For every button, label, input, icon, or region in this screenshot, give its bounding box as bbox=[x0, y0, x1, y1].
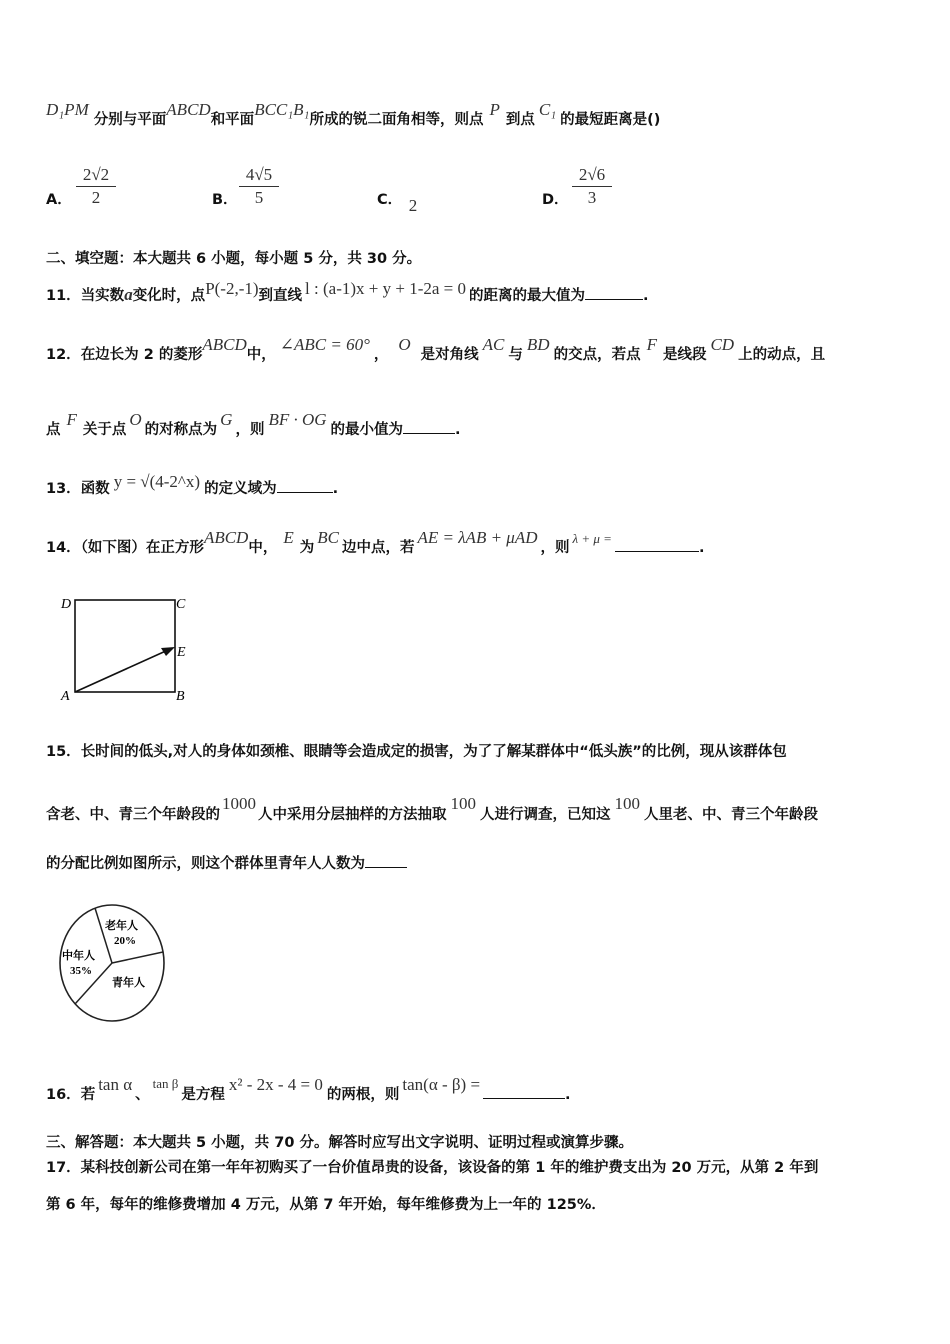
q16-text: 是方程 bbox=[181, 1087, 225, 1103]
q10-text: 分别与平面 bbox=[93, 112, 167, 128]
q12-text: 是线段 bbox=[662, 347, 707, 363]
option-d-denominator: 3 bbox=[587, 188, 597, 207]
q14-number: 14． bbox=[46, 540, 81, 556]
option-a-fraction bbox=[76, 165, 116, 208]
q14-text: （如下图）在正方形 bbox=[80, 540, 204, 556]
option-c-value: 2 bbox=[408, 196, 418, 215]
pie-divider-1 bbox=[95, 908, 112, 963]
q16-math-tan-alpha: tan α bbox=[98, 1075, 133, 1094]
label-b: B bbox=[176, 689, 185, 704]
q11-math-point: P(-2,-1) bbox=[205, 279, 259, 298]
option-d-numerator: 2√6 bbox=[578, 165, 606, 184]
q11-text: 到直线 bbox=[258, 288, 303, 304]
q15-math-100: 100 bbox=[450, 794, 476, 813]
q12-text: 中， bbox=[246, 347, 276, 363]
q16-text: 若 bbox=[80, 1087, 96, 1103]
q16-line bbox=[46, 1075, 571, 1104]
q13-text: 函数 bbox=[80, 481, 110, 497]
q17-line-1: 17．某科技创新公司在第一年年初购买了一台价值昂贵的设备，该设备的第 1 年的维护费支出为 20 万元，从第 2 年到 bbox=[46, 1160, 819, 1176]
q11-end: . bbox=[643, 288, 649, 304]
q12-line-2 bbox=[46, 410, 461, 439]
age-pie-chart bbox=[55, 902, 175, 1027]
q15-text: 含老、中、青三个年龄段的 bbox=[46, 807, 220, 823]
q11-line bbox=[46, 279, 649, 305]
q10-math-p: P bbox=[489, 100, 500, 119]
square-outline bbox=[75, 600, 175, 692]
q15-number: 15． bbox=[46, 744, 81, 760]
q12-text: 在边长为 2 的菱形 bbox=[80, 347, 203, 363]
pie-mid-pct: 35% bbox=[70, 965, 92, 977]
q12-text: 上的动点，且 bbox=[738, 347, 826, 363]
option-a-numerator: 2√2 bbox=[82, 165, 110, 184]
q11-var-a: a bbox=[124, 285, 133, 304]
q10-math-d1pm: D₁PM bbox=[46, 100, 89, 119]
q10-text: 到点 bbox=[505, 112, 535, 128]
section-3-heading: 三、解答题：本大题共 5 小题，共 70 分。解答时应写出文字说明、证明过程或演算步骤。 bbox=[46, 1135, 633, 1151]
q13-end: . bbox=[332, 481, 339, 497]
pie-old-pct: 20% bbox=[114, 935, 136, 947]
option-a-denominator: 2 bbox=[91, 188, 101, 207]
option-a-label[interactable]: A． bbox=[46, 192, 72, 208]
q10-math-abcd: ABCD bbox=[166, 100, 211, 119]
q15-text: 人里老、中、青三个年龄段 bbox=[644, 807, 818, 823]
q16-text: 的两根，则 bbox=[326, 1087, 400, 1103]
option-c-label[interactable]: C． bbox=[377, 192, 403, 208]
q12-text: 关于点 bbox=[82, 422, 127, 438]
q16-math-tan-beta: tan β bbox=[152, 1076, 179, 1091]
q17-line-2: 第 6 年，每年的维修费增加 4 万元，从第 7 年开始，每年维修费为上一年的 125%． bbox=[46, 1197, 606, 1213]
q12-math-cd: CD bbox=[710, 335, 735, 354]
q12-math-f: F bbox=[66, 410, 77, 429]
q15-text: 人中采用分层抽样的方法抽取 bbox=[258, 807, 447, 823]
q13-text: 的定义域为 bbox=[204, 481, 277, 497]
q10-text: 所成的锐二面角相等，则点 bbox=[309, 112, 484, 128]
q12-text: ，则 bbox=[235, 422, 265, 438]
pie-divider-2 bbox=[112, 952, 163, 963]
q14-text: ，则 bbox=[540, 540, 570, 556]
pie-young-label: 青年人 bbox=[112, 977, 145, 989]
q13-number: 13． bbox=[46, 481, 81, 497]
q12-math-abcd: ABCD bbox=[202, 335, 247, 354]
q10-line bbox=[46, 100, 661, 129]
q11-math-line: l : (a-1)x + y + 1-2a = 0 bbox=[305, 279, 466, 298]
square-figure bbox=[56, 590, 196, 705]
q10-text: 和平面 bbox=[210, 112, 255, 128]
q13-answer-blank[interactable] bbox=[277, 480, 333, 493]
q14-answer-blank[interactable] bbox=[615, 539, 699, 552]
q15-line-2 bbox=[46, 794, 818, 824]
q15-line-1 bbox=[46, 740, 787, 761]
q14-line bbox=[46, 528, 705, 557]
label-c: C bbox=[176, 597, 186, 612]
q16-number: 16． bbox=[46, 1087, 81, 1103]
q14-text: 为 bbox=[299, 540, 315, 556]
q16-math-equation: x² - 2x - 4 = 0 bbox=[228, 1075, 323, 1094]
q12-math-f: F bbox=[646, 335, 657, 354]
q13-line bbox=[46, 472, 339, 498]
q12-math-dot-product: BF · OG bbox=[268, 410, 327, 429]
option-d-label[interactable]: D． bbox=[542, 192, 569, 208]
q15-line-3 bbox=[46, 852, 407, 873]
q16-answer-blank[interactable] bbox=[483, 1086, 565, 1099]
q15-math-100: 100 bbox=[614, 794, 640, 813]
q14-text: 中， bbox=[248, 540, 278, 556]
q13-math-function: y = √(4-2^x) bbox=[113, 472, 201, 491]
q12-math-o: O bbox=[398, 335, 411, 354]
q14-math-sum: λ + μ = bbox=[572, 531, 612, 546]
pie-old-label: 老年人 bbox=[105, 920, 138, 932]
q10-math-c1: C₁ bbox=[538, 100, 557, 119]
q15-text: 的分配比例如图所示，则这个群体里青年人人数为 bbox=[46, 856, 365, 872]
section-2-heading: 二、填空题：本大题共 6 小题，每小题 5 分，共 30 分。 bbox=[46, 251, 422, 267]
option-b-label[interactable]: B． bbox=[212, 192, 238, 208]
vector-ae bbox=[75, 650, 168, 692]
q15-math-1000: 1000 bbox=[222, 794, 256, 813]
q12-number: 12． bbox=[46, 347, 81, 363]
option-d-fraction bbox=[572, 165, 612, 208]
q15-text: 人进行调查，已知这 bbox=[480, 807, 611, 823]
q12-math-ac: AC bbox=[482, 335, 505, 354]
option-b-denominator: 5 bbox=[254, 188, 264, 207]
label-a: A bbox=[61, 689, 70, 704]
q16-math-tan-diff: tan(α - β) = bbox=[402, 1075, 481, 1094]
q16-text: 、 bbox=[135, 1087, 150, 1103]
q11-text: 的距离的最大值为 bbox=[469, 288, 585, 304]
q14-math-bc: BC bbox=[317, 528, 339, 547]
option-b-numerator: 4√5 bbox=[245, 165, 273, 184]
q14-text: 边中点，若 bbox=[341, 540, 415, 556]
q10-text: 的最短距离是() bbox=[560, 112, 661, 128]
q12-text: 的最小值为 bbox=[330, 422, 404, 438]
q11-answer-blank[interactable] bbox=[585, 287, 643, 300]
q12-line-1 bbox=[46, 335, 826, 364]
q12-math-bd: BD bbox=[526, 335, 550, 354]
q14-end: . bbox=[698, 540, 705, 556]
q12-text: 的对称点为 bbox=[144, 422, 218, 438]
label-d: D bbox=[61, 597, 72, 612]
q12-answer-blank[interactable] bbox=[403, 421, 455, 434]
label-e: E bbox=[177, 645, 186, 660]
q12-end: . bbox=[455, 422, 461, 438]
q15-text: 长时间的低头,对人的身体如颈椎、眼睛等会造成定的损害，为了了解某群体中“低头族”的比例，现从该群体包 bbox=[80, 744, 787, 760]
q11-text: 当实数 bbox=[80, 288, 125, 304]
q10-math-bcc1b1: BCC₁B₁ bbox=[254, 100, 310, 119]
q12-text: ， bbox=[373, 347, 389, 363]
q14-math-e: E bbox=[283, 528, 294, 547]
q12-text: 是对角线 bbox=[420, 347, 479, 363]
option-b-fraction bbox=[239, 165, 279, 208]
q12-math-o: O bbox=[129, 410, 142, 429]
q11-number: 11． bbox=[46, 288, 81, 304]
q15-answer-blank[interactable] bbox=[365, 855, 407, 868]
pie-mid-label: 中年人 bbox=[62, 950, 95, 962]
q16-end: . bbox=[565, 1087, 571, 1103]
q14-math-abcd: ABCD bbox=[203, 528, 249, 547]
q12-math-g: G bbox=[220, 410, 233, 429]
q12-math-angle: ∠ABC = 60° bbox=[279, 335, 370, 354]
q12-text: 点 bbox=[46, 422, 61, 438]
q12-text: 的交点，若点 bbox=[553, 347, 641, 363]
q12-text: 与 bbox=[508, 347, 523, 363]
q11-text: 变化时，点 bbox=[132, 288, 206, 304]
q14-math-vector-eq: AE = λAB + μAD bbox=[417, 528, 538, 547]
